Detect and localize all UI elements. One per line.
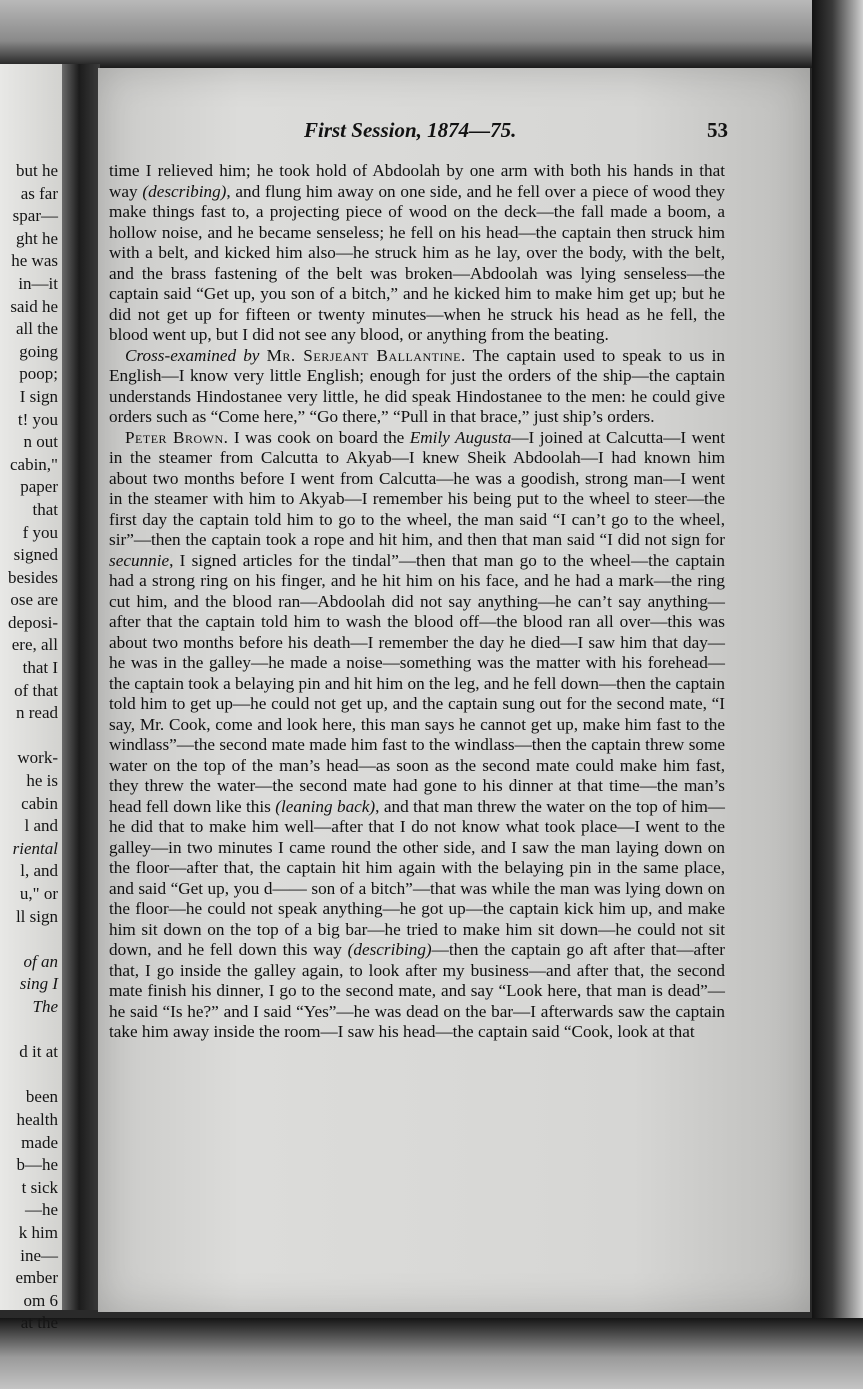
italic-text: secunnie (109, 550, 170, 570)
running-head: First Session, 1874—75. (304, 118, 517, 142)
facing-page-line: n read (15, 703, 58, 723)
paragraph (109, 428, 725, 1043)
facing-page-line: ll sign (15, 906, 58, 926)
facing-page-line: but he (15, 161, 58, 180)
page-number: 53 (707, 118, 728, 142)
facing-page-line: been (25, 1087, 58, 1107)
facing-page-line: made (21, 1132, 58, 1152)
scan-right-edge (812, 0, 863, 1389)
facing-page-line: paper (20, 477, 58, 497)
facing-page-line: as far (20, 183, 58, 203)
facing-page-line: in—it (18, 273, 58, 293)
paragraph (109, 346, 725, 428)
text-run: , and flung him away on one side, and he fell over a piece of wood they make things fast to, a projecting piece of wood on the deck—the fall made a boom, a hollow noise, and he became senseless; he fell on his head—the captain then struck him with a belt, and kicked him also—he struck him as he lay, over the body, with the belt, and the brass fastening of the belt was broken—Abdoolah was lying senseless—the captain said “Get up, you son of a bitch,” and he kicked him to make him get up; but he did not get up for fifteen or twenty minutes—when he struck his head as he fell, the blood went up, but I did not see any blood, or anything from the beating. (109, 181, 725, 344)
italic-text: Emily Augusta (409, 427, 512, 447)
facing-page-line: said he (10, 296, 58, 316)
facing-page-line: I sign (19, 386, 58, 406)
facing-page-line: sing I (19, 974, 58, 994)
facing-page-line: he was (11, 251, 58, 271)
italic-text: (describing) (347, 940, 432, 959)
text-run: I was cook on board the (228, 427, 410, 447)
facing-page-line: of that (14, 680, 58, 700)
facing-page-line: besides (7, 567, 58, 587)
facing-page-line (8, 1019, 62, 1042)
facing-page (0, 64, 62, 1333)
speaker-name: Peter Brown. (125, 427, 229, 447)
facing-page-line: he is (26, 771, 58, 791)
page-header (98, 118, 810, 146)
facing-page-line: spar— (12, 206, 58, 226)
scan-top-edge (0, 0, 863, 68)
facing-page-text (8, 160, 62, 1335)
facing-page-line: t! you (17, 409, 58, 429)
facing-page-line (8, 928, 62, 951)
facing-page-line: poop; (19, 364, 58, 384)
facing-page-line: ose are (10, 590, 58, 610)
book-gutter (62, 64, 100, 1310)
text-run: —I joined at Calcutta—I went in the steamer from Calcutta to Akyab—I knew Sheik Abdoolah—I had known him about two months before I went from Calcutta—he was a goodish, strong man—I went in the steamer with him to Akyab—I remember his being put to the wheel to steer—the first day the captain told him to go to the wheel, the man said “I can’t go to the wheel, sir”—then the captain took a rope and hit him, and then that man said “I did not sign for (109, 427, 726, 549)
facing-page-line: cabin," (9, 454, 58, 474)
facing-page-line: The (32, 996, 58, 1016)
facing-page-line: going (19, 341, 58, 361)
italic-text: (leaning back) (275, 796, 376, 816)
facing-page-line: ght he (15, 228, 58, 248)
facing-page-line: health (16, 1109, 58, 1129)
facing-page-line: work- (17, 748, 58, 768)
italic-text: Cross-examined by (125, 345, 267, 365)
facing-page-line: ere, all (11, 635, 58, 655)
italic-text: (describing) (142, 181, 227, 201)
facing-page-line: f you (22, 522, 58, 542)
text-run: , I signed articles for the tindal”—then that man go to the wheel—the captain had a strong ring on his finger, and he hit him on his face, and he had a mark—the ring cut him, and the blood ran—Abdoolah did not say anything—he can’t say anything—after that the captain told him to wash the blood off—the blood ran all over—this was about two months before his death—I remember the day he died—I saw him that day—he was in the galley—he made a noise—something was the matter with his forehead—the captain took a belaying pin and hit him on the leg, and he fell down—then the captain told him to get up—he could not get up, and the captain sung out for the second mate, “I say, Mr. Cook, come and look here, this man says he cannot get up, make him fast to the windlass”—the second mate made him fast to the windlass—then the captain threw some water on the top of the man’s head—as soon as the second mate could make him fast, they threw the water—the second mate had gone to his dinner at that time—the man’s head fell down like this (109, 550, 725, 816)
facing-page-line: n out (23, 432, 58, 452)
text-run: —then the captain go aft after that—after that, I go inside the galley again, to look after my business—and after that, the second mate finish his dinner, I go to the second mate, and say “Look here, that man is dead”—he said “Is he?” and I said “Yes”—he was dead on the bar—I afterwards saw the captain take him away inside the room—I saw his head—the captain said “Cook, look at that (109, 940, 726, 1041)
facing-page-line: u," or (19, 884, 58, 903)
facing-page-line: riental (12, 838, 58, 858)
facing-page-line: l and (24, 816, 58, 836)
facing-page-line: d it at (19, 1042, 58, 1062)
facing-page-line: at the (20, 1313, 58, 1333)
book-page (98, 68, 810, 1312)
facing-page-line: k him (18, 1222, 58, 1242)
facing-page-line: all the (15, 319, 58, 339)
facing-page-line: b—he (16, 1155, 58, 1175)
facing-page-line: deposi- (7, 612, 58, 632)
text-run: time I relieved him; he took hold of Abdoolah by one arm with both his hands in that way (109, 161, 725, 201)
facing-page-line: om 6 (23, 1290, 58, 1310)
facing-page-line (8, 1064, 62, 1087)
facing-page-line: of an (23, 951, 58, 971)
facing-page-line: that I (22, 658, 58, 678)
facing-page-line: signed (13, 545, 58, 565)
facing-page-line: l, and (20, 861, 58, 881)
text-run: Mr. Serjeant Ballantine. (266, 345, 466, 365)
facing-page-line: that (32, 499, 58, 519)
facing-page-line (8, 725, 62, 748)
scan-bottom-edge (0, 1318, 863, 1389)
testimony-text (109, 161, 725, 1043)
facing-page-line: ember (15, 1268, 58, 1288)
facing-page-line: t sick (21, 1177, 58, 1197)
text-run: The captain used to speak to us in English—I know very little English; enough for just the orders of the ship—the captain understands Hindostanee very little, he did speak Hindostanee to the men: he could give orders such as “Come here,” “Go there,” “Pull in that brace,” just ship’s orders. (109, 345, 725, 426)
paragraph (109, 161, 725, 346)
facing-page-line: cabin (21, 793, 58, 813)
text-run: , and that man threw the water on the top of him—he did that to make him well—after that I do not know what took place—I went to the galley—in two minutes I came round the other side, and I saw the man laying down on the floor—after that, the captain hit him again with the belaying pin in the same place, and said “Get up, you d—— son of a bitch”—that was while the man was lying down on the floor—he could not speak anything—he got up—the captain kick him up, and make him sit down on the top of a big bar—he tried to make him sit down—he could not sit down, and he fell down this way (109, 796, 725, 959)
facing-page-line: ine— (20, 1245, 58, 1265)
facing-page-line: —he (24, 1200, 58, 1220)
